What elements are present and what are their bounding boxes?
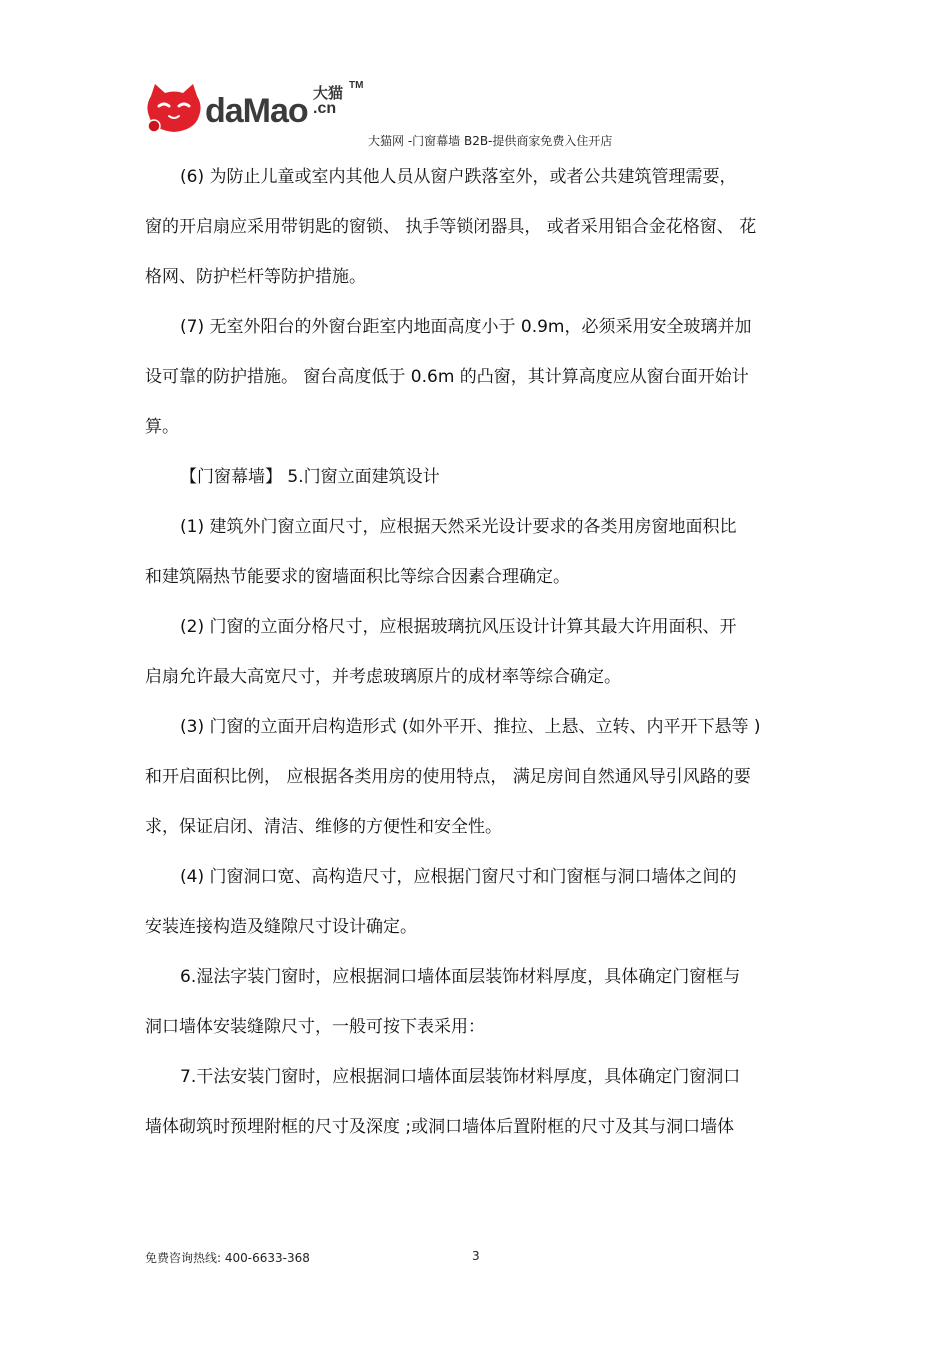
logo-wordmark: daMao [205,92,308,130]
logo-chinese-name: 大猫 [313,84,344,102]
site-tagline: 大猫网 -门窗幕墙 B2B-提供商家免费入住开店 [368,134,613,148]
text-line: 启扇允许最大高宽尺寸，并考虑玻璃原片的成材率等综合确定。 [145,667,621,687]
text-line: (7) 无室外阳台的外窗台距室内地面高度小于 0.9m，必须采用安全玻璃并加 [180,317,752,337]
document-body [145,152,815,1152]
text-line: 窗的开启扇应采用带钥匙的窗锁、 执手等锁闭器具， 或者采用铝合金花格窗、 花 [145,217,757,237]
text-line: 墙体砌筑时预埋附框的尺寸及深度 ;或洞口墙体后置附框的尺寸及其与洞口墙体 [145,1117,735,1137]
text-line: (4) 门窗洞口宽、高构造尺寸，应根据门窗尺寸和门窗框与洞口墙体之间的 [180,867,737,887]
site-header [145,80,665,150]
text-line: 和开启面积比例， 应根据各类用房的使用特点， 满足房间自然通风导引风路的要 [145,767,751,787]
cat-logo-icon [145,82,203,136]
text-line: 和建筑隔热节能要求的窗墙面积比等综合因素合理确定。 [145,567,570,587]
page-number: 3 [472,1249,480,1263]
text-line: 7.干法安装门窗时，应根据洞口墙体面层装饰材料厚度，具体确定门窗洞口 [180,1067,741,1087]
text-line: 算。 [145,417,179,437]
section-heading: 【门窗幕墙】 5.门窗立面建筑设计 [180,467,440,487]
text-line: 洞口墙体安装缝隙尺寸，一般可按下表采用： [145,1017,485,1037]
trademark-mark: TM [349,80,364,91]
text-line: (6) 为防止儿童或室内其他人员从窗户跌落室外，或者公共建筑管理需要， [180,167,737,187]
text-line: 6.湿法字装门窗时，应根据洞口墙体面层装饰材料厚度，具体确定门窗框与 [180,967,741,987]
text-line: 格网、防护栏杆等防护措施。 [145,267,366,287]
text-line: (1) 建筑外门窗立面尺寸，应根据天然采光设计要求的各类用房窗地面积比 [180,517,737,537]
text-line: (3) 门窗的立面开启构造形式 (如外平开、推拉、上悬、立转、内平开下悬等 ) [180,717,761,737]
text-line: 求，保证启闭、清洁、维修的方便性和安全性。 [145,817,502,837]
text-line: 设可靠的防护措施。 窗台高度低于 0.6m 的凸窗，其计算高度应从窗台面开始计 [145,367,749,387]
text-line: (2) 门窗的立面分格尺寸，应根据玻璃抗风压设计计算其最大许用面积、开 [180,617,737,637]
text-line: 安装连接构造及缝隙尺寸设计确定。 [145,917,417,937]
logo-chinese-mark [313,85,343,117]
logo-domain: .cn [313,100,337,117]
footer-hotline: 免费咨询热线: 400-6633-368 [145,1251,310,1265]
